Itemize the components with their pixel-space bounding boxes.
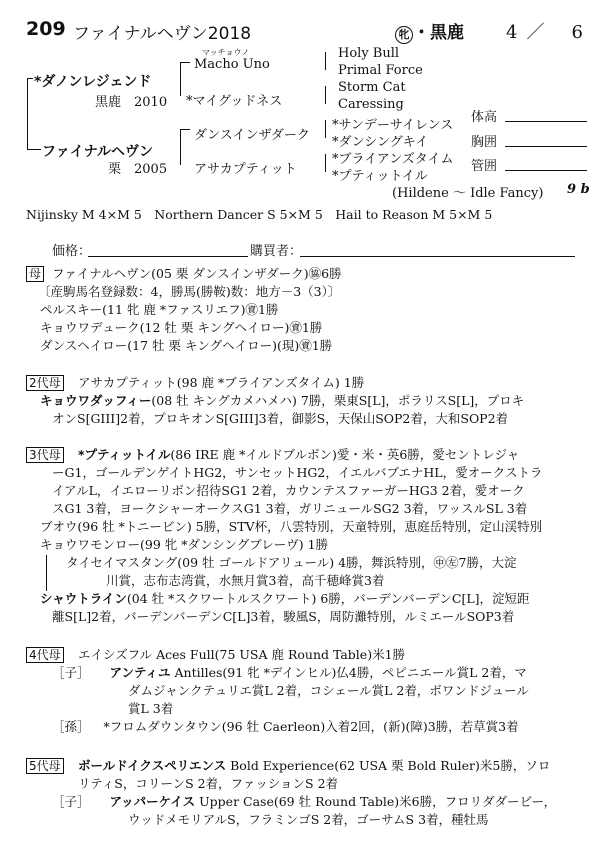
third-dam-line-5: ブオウ(96 牡 *トニービン) 5勝，STV杯，八雲特別，天童特別，恵庭岳特別，定山渓特別 <box>40 519 543 534</box>
gg-9: (Hildene ～ Idle Fancy) <box>392 186 544 201</box>
gg-1: Holy Bull <box>338 46 400 61</box>
fifth-dam-line-3 <box>52 793 556 811</box>
record-text: (04 牡 *スクワートルスクワート) 6勝，バーデンバーデンC[L]，淀短距 <box>126 591 530 606</box>
bracket-line <box>325 154 326 172</box>
sex-color <box>395 18 464 44</box>
gg-3: Storm Cat <box>338 80 406 95</box>
dam-sire: ダンスインザダーク <box>194 128 310 143</box>
bracket-line <box>27 78 28 150</box>
dam-info: 栗 2005 <box>108 162 168 177</box>
third-dam-line-10: 離S[L]2着，バーデンバーデンC[L]3着，駿風S，周防灘特別，ルミエールSOP3着 <box>52 609 515 624</box>
child-marker: ［子］ <box>52 665 90 680</box>
sire-info: 黒鹿 2010 <box>95 95 168 110</box>
third-dam-tag: 3代母 <box>26 447 64 463</box>
dam-line-4: キョウワデューク(12 牡 栗 キングヘイロー)㊮1勝 <box>40 320 323 335</box>
fourth-dam-tag: 4代母 <box>26 647 64 663</box>
record-text: Antilles(91 牝 *デインヒル)仏4勝，ペピニエール賞L 2着，マ <box>170 665 527 680</box>
inbreeding-line: Nijinsky M 4×M 5 Northern Dancer S 5×M 5 Hail to Reason M 5×M 5 <box>26 207 493 222</box>
date-separator: ／ <box>526 22 546 43</box>
fourth-dam-line-1: エイシズフル Aces Full(75 USA 鹿 Round Table)米1勝 <box>78 647 406 662</box>
gg-2: Primal Force <box>338 63 423 78</box>
dam-section-tag: 母 <box>26 266 44 282</box>
fifth-dam-line-2: リティS，コリーンS 2着，ファッションS 2着 <box>78 776 339 791</box>
bracket-line <box>325 120 326 138</box>
fifth-dam-line-1 <box>78 757 550 775</box>
dam-name: ファイナルヘヴン <box>42 144 154 160</box>
chest-field[interactable] <box>505 145 587 147</box>
horse-name-bold: *プティットイル <box>78 447 171 462</box>
horse-name-bold: アンティユ <box>109 665 171 680</box>
record-text: (08 牡 キングカメハメハ) 7勝，栗東S[L]，ポラリスS[L]，プロキ <box>151 393 525 408</box>
gg-6: *ダンシングキイ <box>332 135 429 150</box>
buyer-field[interactable] <box>300 255 575 257</box>
bracket-line <box>180 62 181 96</box>
catalog-number: 209 <box>26 18 66 40</box>
dam-line-5: ダンスヘイロー(17 牡 栗 キングヘイロー)(現)㊮1勝 <box>40 338 333 353</box>
second-dam-tag: 2代母 <box>26 375 64 391</box>
gg-7: *ブライアンズタイム <box>332 152 454 167</box>
second-dam-line-2 <box>40 392 524 410</box>
height-label: 体高 <box>471 110 498 125</box>
bracket-line <box>180 129 181 165</box>
record-text: (86 IRE 鹿 *イルドブルボン)愛・米・英6勝，愛セントレジャ <box>170 447 520 462</box>
sire-sire-ruby: マッチョウノ <box>202 48 250 57</box>
birth-date <box>506 18 584 44</box>
record-text: Upper Case(69 牡 Round Table)米6勝，フロリダダービー， <box>195 794 557 809</box>
bracket-line <box>325 52 326 70</box>
birth-day: 6 <box>571 22 584 43</box>
third-dam-line-8: 川賞，志布志湾賞，水無月賞3着，高千穂峰賞3着 <box>106 573 385 588</box>
descendant-line <box>46 555 47 591</box>
fourth-dam-line-2 <box>52 664 527 682</box>
height-field[interactable] <box>505 120 587 122</box>
sire-name: *ダノンレジェンド <box>34 74 152 90</box>
third-dam-line-4: スG1 3着，ヨークシャーオークスG1 3着，ガリニュールSG2 3着，ワッスルSL 3着 <box>52 501 528 516</box>
third-dam-line-7: タイセイマスタング(09 牡 ゴールドアリュール) 4勝，舞浜特別，㊥㊧7勝，大淀 <box>66 555 517 570</box>
sex-badge: 牝 <box>395 26 413 44</box>
gg-5: *サンデーサイレンス <box>332 118 454 133</box>
coat-color: ・黒鹿 <box>413 23 464 43</box>
third-dam-line-1 <box>78 446 519 464</box>
price-field[interactable] <box>88 255 248 257</box>
fourth-dam-line-3: ダムジャンクテュリエ賞L 2着，コシェール賞L 2着，ボワンドジュール <box>128 683 529 698</box>
third-dam-line-3: イアルL，イエローリボン招待SG1 2着，カウンテスファーガーHG3 2着，愛オーク <box>52 483 525 498</box>
horse-name: ファイナルヘヴン2018 <box>73 24 252 44</box>
record-text: *フロムダウンタウン(96 牡 Caerleon)入着2回，(新)(障)3勝，若草賞3着 <box>103 719 519 734</box>
fifth-dam-tag: 5代母 <box>26 758 64 774</box>
sire-sire: Macho Uno <box>194 57 270 72</box>
family-number: 9 b <box>567 182 590 197</box>
gg-8: *プティットイル <box>332 169 428 184</box>
dam-line-1: ファイナルヘヴン(05 栗 ダンスインザダーク)㊯6勝 <box>52 266 342 281</box>
record-text: Bold Experience(62 USA 栗 Bold Ruler)米5勝，ソロ <box>226 758 551 773</box>
fourth-dam-line-4: 賞L 3着 <box>128 701 174 716</box>
grandchild-marker: ［孫］ <box>52 719 90 734</box>
horse-name-bold: シャウトライン <box>40 591 127 606</box>
horse-name-bold: キョウワダッフィー <box>40 393 152 408</box>
third-dam-line-9 <box>40 590 530 608</box>
child-marker: ［子］ <box>52 794 90 809</box>
price-label: 価格： <box>52 244 92 259</box>
buyer-label: 購買者： <box>250 244 303 259</box>
fourth-dam-line-5 <box>52 718 519 736</box>
bracket-line <box>180 129 190 130</box>
second-dam-line-3: オンS[GIII]2着，プロキオンS[GIII]3着，御影S，天保山SOP2着，大和SOP2着 <box>52 411 509 426</box>
fifth-dam-line-4: ウッドメモリアルS，フラミンゴS 2着，ゴーサムS 3着，種牡馬 <box>128 812 489 827</box>
sire-dam: *マイグッドネス <box>186 94 283 109</box>
dam-line-3: ペルスキー(11 牝 鹿 *ファスリエフ)㊮1勝 <box>40 302 279 317</box>
horse-name-bold: ボールドイクスペリエンス <box>78 758 227 773</box>
horse-name-bold: アッパーケイス <box>109 794 196 809</box>
second-dam-line-1: アサカプティット(98 鹿 *ブライアンズタイム) 1勝 <box>78 375 365 390</box>
gg-4: Caressing <box>338 97 404 112</box>
dam-dam: アサカプティット <box>194 162 297 177</box>
cannon-field[interactable] <box>505 169 587 171</box>
birth-month: 4 <box>506 22 519 43</box>
cannon-label: 管囲 <box>471 159 498 174</box>
bracket-line <box>180 62 190 63</box>
chest-label: 胸囲 <box>471 135 498 150</box>
bracket-line <box>325 86 326 104</box>
bracket-line <box>27 78 33 79</box>
bracket-line <box>27 149 41 150</box>
dam-line-2: 〔産駒馬名登録数：4，勝馬(勝鞍)数：地方－3（3）〕 <box>38 284 341 299</box>
third-dam-line-2: ーG1，ゴールデンゲイトHG2，サンセットHG2，イエルバブエナHL，愛オークストラ <box>52 465 543 480</box>
third-dam-line-6: キョウワモンロー(99 牝 *ダンシングブレーヴ) 1勝 <box>40 537 329 552</box>
